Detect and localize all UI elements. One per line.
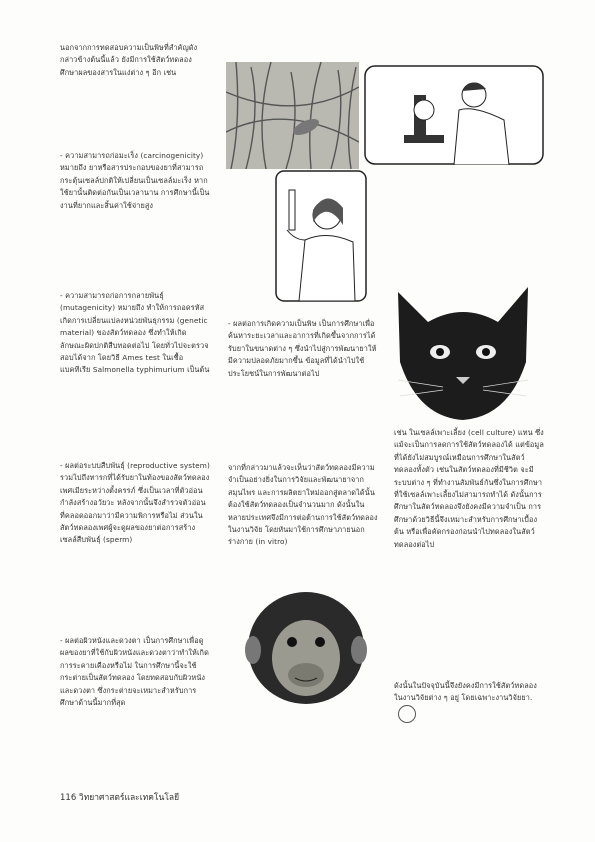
col3-para2: ดังนั้นในปัจจุบันนี้จึงยังคงมีการใช้สัตว์ทดลองในงานวิจัยต่าง ๆ อยู่ โดยเฉพาะงานวิจัยยา.	[394, 680, 544, 723]
col1-para5: - ผลต่อผิวหนังและดวงตา เป็นการศึกษาเพื่อดูผลของยาที่ใช้กับผิวหนังและดวงตาว่าทำให้เกิดการระคายเคืองหรือไม่ ในการศึกษานี้จะใช้กระต่ายเป็นสัตว์ทดลอง โดยทดสอบกับผิวหนังและดวงตา ซึ่งกระต่ายจะเหมาะสำหรับการศึกษาด้านนี้มากที่สุด	[60, 636, 209, 708]
col3-para1: เช่น ในเซลล์เพาะเลี้ยง (cell culture) แทน ซึ่งแม้จะเป็นการลดการใช้สัตว์ทดลองได้ แต่ข้อมูลที่ได้ยังไม่สมบูรณ์เหมือนการศึกษาในสัตว์ทดลองทั้งตัว เช่นในสัตว์ทดลองที่มีชีวิต จะมีระบบต่าง ๆ ที่ทำงานสัมพันธ์กันซึ่งในการศึกษาที่ใช้เซลล์เพาะเลี้ยงไม่สามารถทำได้ ดังนั้นการศึกษาในสัตว์ทดลองจึงยังคงมีความจำเป็น การศึกษาด้วยวิธีนี้จึงเหมาะสำหรับการศึกษาเบื้องต้น หรือเพื่อคัดกรองก่อนนำไปทดลองในสัตว์ทดลองต่อไป	[394, 428, 544, 549]
col2-para1: - ผลต่อการเกิดความเป็นพิษ เป็นการศึกษาเพื่อค้นหาระยะเวลาและอาการที่เกิดขึ้นจากการได้รับยาในขนาดต่าง ๆ ซึ่งนำไปสู่การพัฒนายาให้มีความปลอดภัยมากขึ้น ข้อมูลที่ได้นำไปใช้ประโยชน์ในการพัฒนาต่อไป	[228, 319, 377, 378]
col1-para3: - ความสามารถก่อการกลายพันธุ์ (mutagenicity) หมายถึง ทำให้การถอดรหัสเกิดการเปลี่ยนแปลงหน่วยพันธุกรรม (genetic material) ของสัตว์ทดลอง ซึ่งทำให้เกิดลักษณะผิดปกติสืบทอดต่อไป โดยทั่วไปจะตรวจสอบได้จาก โดยวิธี Ames test ในเชื้อแบคทีเรีย Salmonella typhimurium เป็นต้น	[60, 291, 210, 375]
col1-para4: - ผลต่อระบบสืบพันธุ์ (reproductive system) รวมไปถึงทารกที่ได้รับยาในท้องของสัตว์ทดลองเพศเมียระหว่างตั้งครรภ์ ซึ่งเป็นเวลาที่ตัวอ่อนกำลังสร้างอวัยวะ หลังจากนั้นจึงสำรวจตัวอ่อนที่คลอดออกมาว่ามีความพิการหรือไม่ ส่วนในสัตว์ทดลองเพศผู้จะดูผลของยาต่อการสร้างเซลล์สืบพันธุ์ (sperm)	[60, 461, 210, 545]
seal-icon	[398, 705, 416, 723]
plants-photo	[226, 62, 359, 169]
col1-para2: - ความสามารถก่อมะเร็ง (carcinogenicity) หมายถึง ยาหรือสารประกอบของยาที่สามารถกระตุ้นเซลล์ปกติให้เปลี่ยนเป็นเซลล์มะเร็ง หากใช้ยานั้นติดต่อกันเป็นเวลานาน การศึกษานี้เป็นงานที่ยากและสิ้นค่าใช้จ่ายสูง	[60, 151, 210, 210]
scientist-testtube-illustration	[275, 170, 367, 302]
col2-para2: จากที่กล่าวมาแล้วจะเห็นว่าสัตว์ทดลองมีความจำเป็นอย่างยิ่งในการวิจัยและพัฒนายาจากสมุนไพร และการผลิตยาใหม่ออกสู่ตลาดได้นั้น ต้องใช้สัตว์ทดลองเป็นจำนวนมาก ดังนั้นในหลายประเทศจึงมีการต่อต้านการใช้สัตว์ทดลองในงานวิจัย โดยหันมาใช้การศึกษาภายนอกร่างกาย (in vitro)	[228, 463, 378, 547]
col1-para1: นอกจากการทดสอบความเป็นพิษที่สำคัญดังกล่าวข้างต้นนี้แล้ว ยังมีการใช้สัตว์ทดลองศึกษาผลของสารในแง่ต่าง ๆ อีก เช่น	[60, 43, 198, 77]
chimpanzee-drawing	[245, 590, 367, 710]
page-footer: 116 วิทยาศาสตร์และเทคโนโลยี	[60, 793, 180, 803]
black-cat-drawing	[388, 272, 538, 422]
scientist-microscope-illustration	[364, 65, 544, 165]
